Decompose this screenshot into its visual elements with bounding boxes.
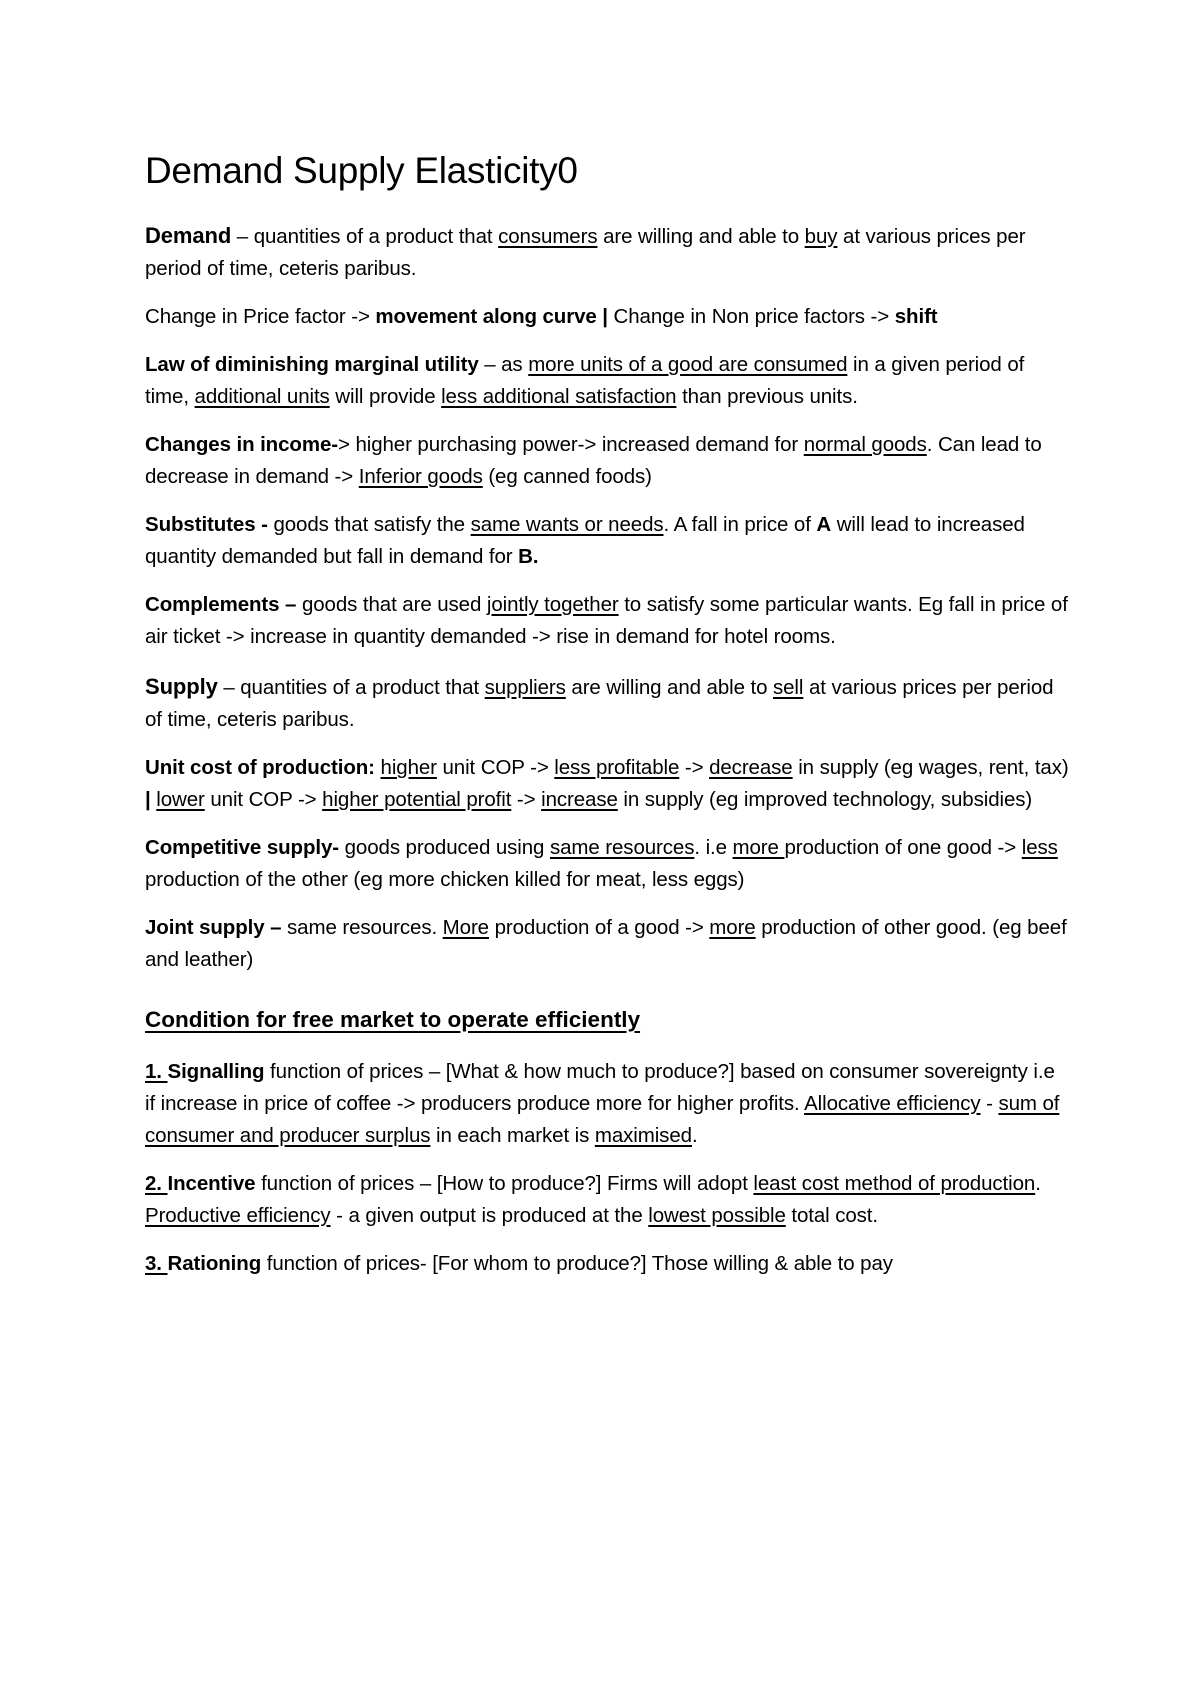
text: in each market is (430, 1124, 595, 1147)
text: at various prices per period of time, ceteris paribus. (145, 676, 1054, 731)
incentive-paragraph (145, 1168, 1070, 1232)
page-title: Demand Supply Elasticity0 (145, 150, 578, 191)
underlined-text: additional units (194, 385, 330, 408)
text: goods produced using (339, 836, 550, 859)
text: to satisfy some particular wants. Eg fall in price of air ticket -> increase in quantity demanded -> rise in demand for hotel rooms. (145, 593, 1068, 648)
substitutes-paragraph (145, 509, 1070, 573)
bold-text: shift (894, 305, 938, 328)
text: goods that satisfy the (267, 513, 471, 536)
underlined-text: Allocative efficiency (804, 1092, 981, 1115)
underlined-text: lower (156, 788, 205, 811)
underlined-text: sell (772, 676, 804, 699)
unit-cost-term: Unit cost of production: (145, 756, 375, 779)
text: Change in Price factor -> (145, 305, 376, 328)
underlined-text: suppliers (484, 676, 566, 699)
text: are willing and able to (597, 225, 805, 248)
list-number: 1. (145, 1060, 168, 1083)
text: unit COP -> (204, 788, 323, 811)
text: function of prices – [What & how much to produce?] based on consumer sovereignty i.e if increase in price of coffee -> producers produce more for higher profits. (145, 1060, 1055, 1115)
text: – quantities of a product that (231, 225, 499, 248)
text: . (691, 1124, 698, 1147)
underlined-text: less additional satisfaction (441, 385, 677, 408)
demand-paragraph (145, 220, 1070, 285)
underlined-text: jointly together (486, 593, 619, 616)
supply-paragraph (145, 671, 1070, 736)
underlined-text: less (1021, 836, 1058, 859)
signalling-paragraph (145, 1056, 1070, 1152)
text: . A fall in price of (663, 513, 817, 536)
text: - (980, 1092, 999, 1115)
underlined-text: normal goods (803, 433, 927, 456)
rationing-paragraph (145, 1248, 1070, 1280)
text: function of prices – [How to produce?] Firms will adopt (255, 1172, 754, 1195)
underlined-text: higher (380, 756, 437, 779)
underlined-text: less profitable (554, 756, 680, 779)
text: -> (679, 756, 710, 779)
underlined-text: more units of a good are consumed (528, 353, 848, 376)
text: (eg canned foods) (482, 465, 652, 488)
text: > higher purchasing power-> increased demand for (337, 433, 804, 456)
law-term: Law of diminishing marginal utility (145, 353, 479, 376)
underlined-text: decrease (709, 756, 793, 779)
joint-paragraph (145, 912, 1070, 976)
signalling-term: Signalling (167, 1060, 265, 1083)
text: will provide (329, 385, 442, 408)
law-paragraph (145, 349, 1070, 413)
demand-term: Demand (145, 223, 232, 248)
text: . i.e (694, 836, 733, 859)
supply-term: Supply (145, 674, 218, 699)
underlined-text: More (442, 916, 489, 939)
text: . (1035, 1172, 1041, 1195)
text: – quantities of a product that (217, 676, 485, 699)
text: unit COP -> (436, 756, 555, 779)
list-number: 3. (145, 1252, 168, 1275)
text: production of other good. (eg beef and leather) (145, 916, 1067, 971)
text: - a given output is produced at the (330, 1204, 649, 1227)
underlined-text: Productive efficiency (145, 1204, 331, 1227)
text: than previous units. (676, 385, 858, 408)
underlined-text: consumers (498, 225, 598, 248)
text: goods that are used (296, 593, 487, 616)
bold-text: | (145, 788, 151, 811)
section-heading: Condition for free market to operate efficiently (145, 1007, 641, 1032)
complements-term: Complements – (145, 593, 297, 616)
text: in supply (eg improved technology, subsidies) (617, 788, 1033, 811)
text: in supply (eg wages, rent, tax) (792, 756, 1069, 779)
underlined-text: lowest possible (648, 1204, 786, 1227)
text: total cost. (785, 1204, 878, 1227)
underlined-text: increase (541, 788, 618, 811)
bold-text: B. (518, 545, 539, 568)
underlined-text: sum of consumer and producer surplus (145, 1092, 1060, 1147)
income-paragraph (145, 429, 1070, 493)
joint-term: Joint supply – (145, 916, 282, 939)
underlined-text: higher potential profit (322, 788, 512, 811)
text: -> (511, 788, 542, 811)
incentive-term: Incentive (167, 1172, 256, 1195)
text: production of the other (eg more chicken killed for meat, less eggs) (145, 868, 745, 891)
text: in a given period of time, (145, 353, 1025, 408)
text: – as (478, 353, 529, 376)
list-number: 2. (145, 1172, 168, 1195)
substitutes-term: Substitutes - (145, 513, 268, 536)
underlined-text: more (732, 836, 785, 859)
bold-text: A (816, 513, 832, 536)
underlined-text: Inferior goods (358, 465, 483, 488)
competitive-term: Competitive supply- (145, 836, 340, 859)
text: production of one good -> (784, 836, 1022, 859)
underlined-text: maximised (594, 1124, 692, 1147)
competitive-paragraph (145, 832, 1070, 896)
text: Change in Non price factors -> (607, 305, 895, 328)
underlined-text: same resources (549, 836, 695, 859)
income-term: Changes in income- (145, 433, 338, 456)
change-paragraph (145, 301, 1070, 333)
complements-paragraph (145, 589, 1070, 653)
unit-cost-paragraph (145, 752, 1070, 816)
text: . Can lead to decrease in demand -> (145, 433, 1042, 488)
rationing-term: Rationing (167, 1252, 262, 1275)
text: production of a good -> (488, 916, 710, 939)
text: function of prices- [For whom to produce?] Those willing & able to pay (261, 1252, 893, 1275)
text: are willing and able to (565, 676, 773, 699)
text: same resources. (281, 916, 443, 939)
text: at various prices per period of time, ceteris paribus. (145, 225, 1026, 280)
underlined-text: buy (804, 225, 838, 248)
text: will lead to increased quantity demanded but fall in demand for (145, 513, 1025, 568)
bold-text: movement along curve | (375, 305, 608, 328)
underlined-text: same wants or needs (470, 513, 664, 536)
underlined-text: least cost method of production (753, 1172, 1036, 1195)
underlined-text: more (709, 916, 756, 939)
